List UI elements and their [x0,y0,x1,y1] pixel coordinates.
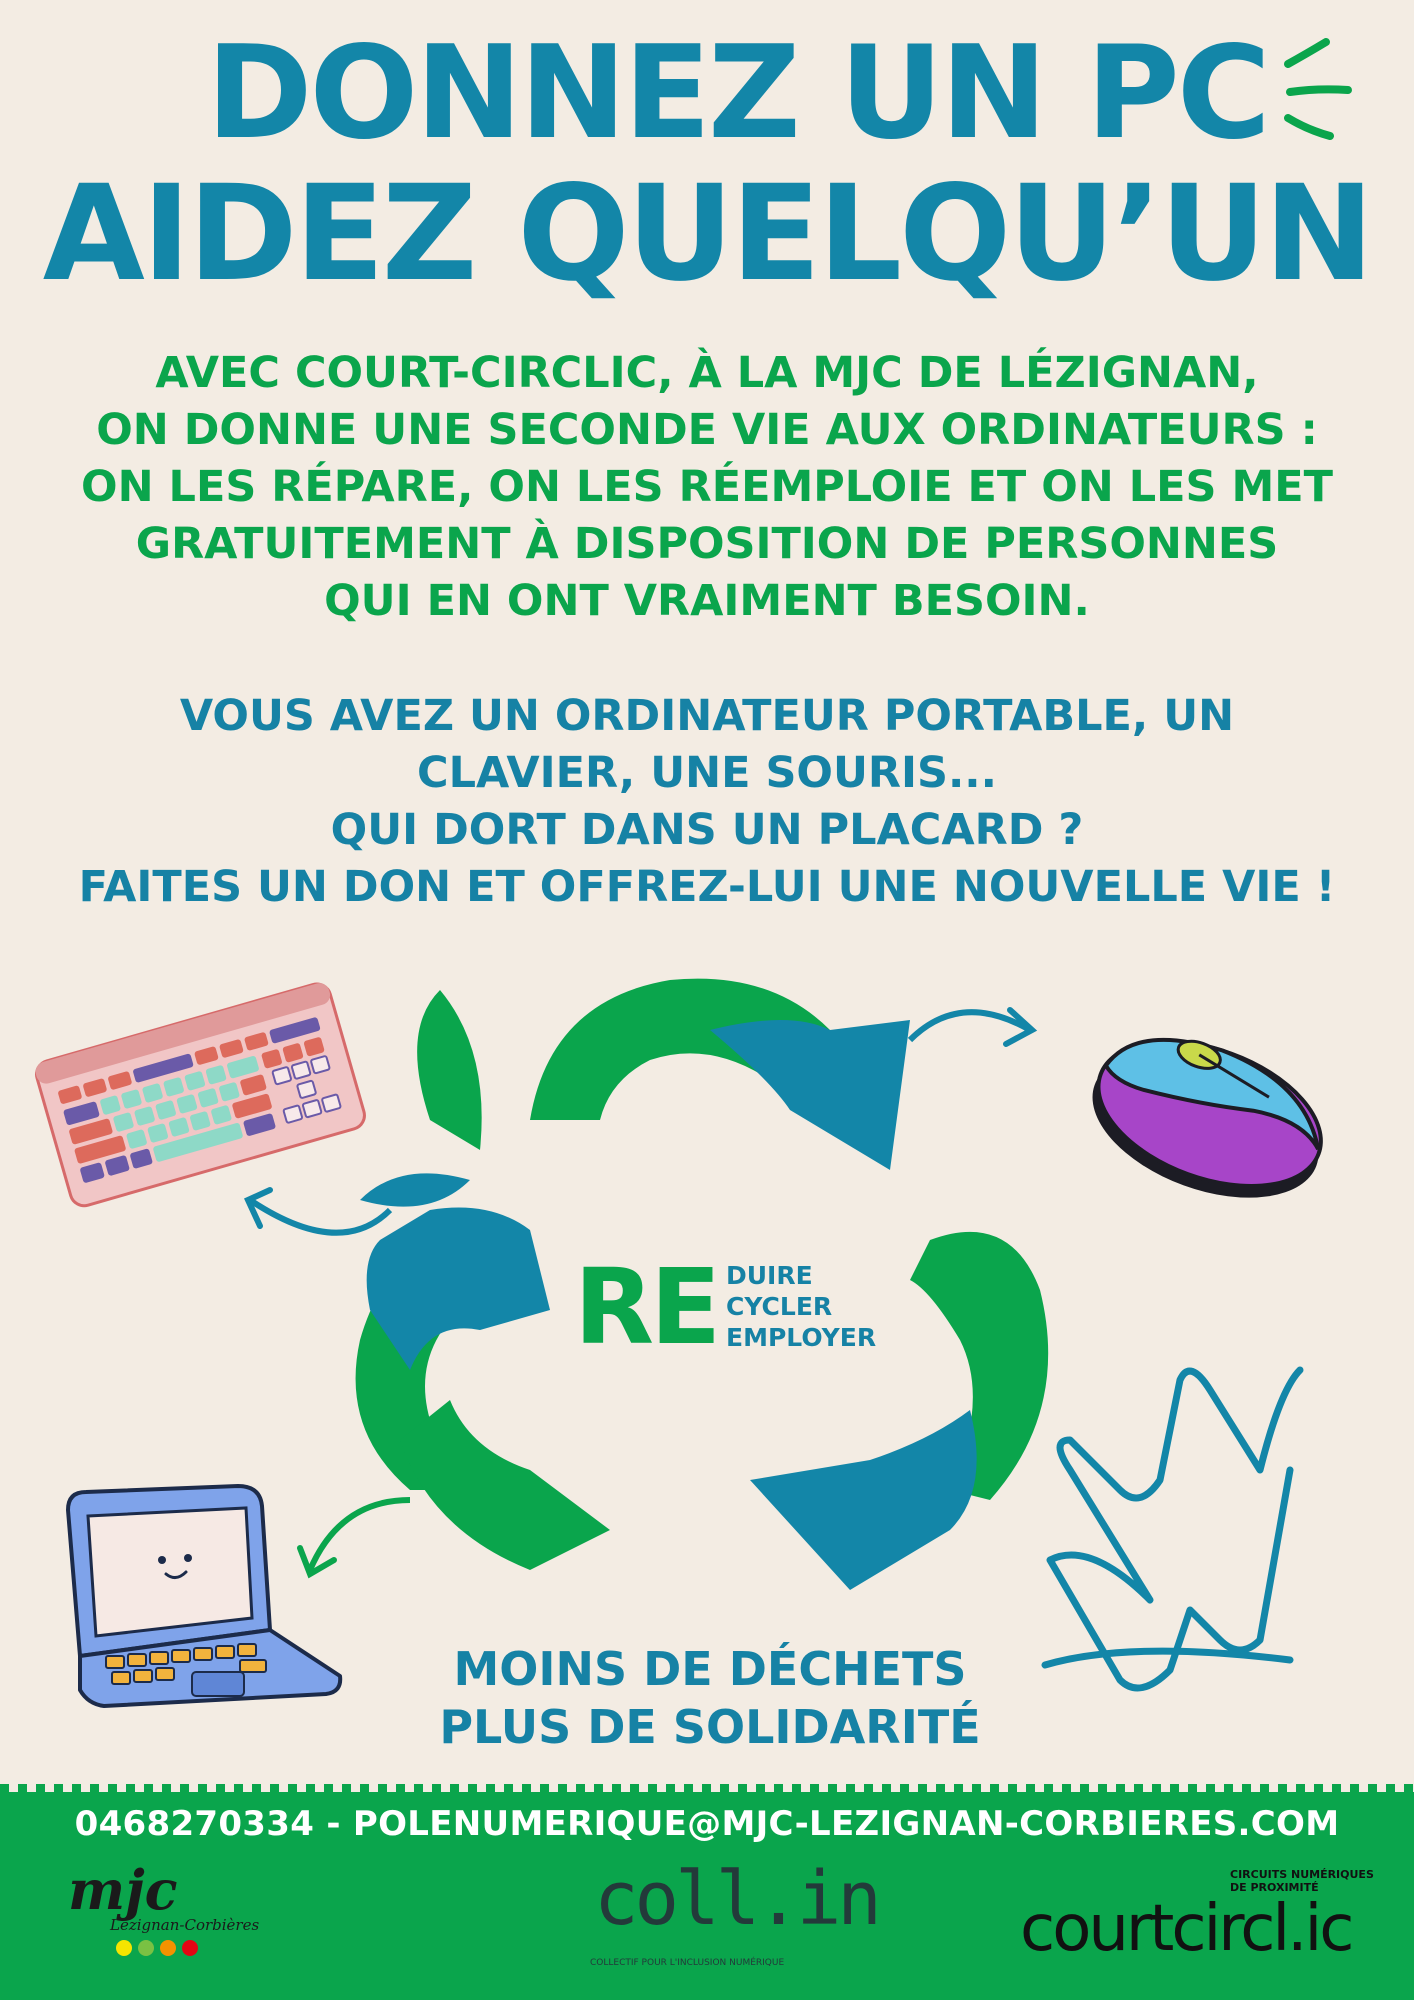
leaf-icon [360,1173,470,1206]
mjc-logo-dots [116,1940,198,1960]
call-line: QUI DORT DANS UN PLACARD ? [330,805,1084,855]
courtcirclic-tagline-line: DE PROXIMITÉ [1230,1881,1319,1894]
intro-line: AVEC COURT-CIRCLIC, À LA MJC DE LÉZIGNAN, [155,348,1259,398]
intro-line: ON LES RÉPARE, ON LES RÉEMPLOIE ET ON LES MET [81,462,1333,512]
tagline [380,1640,1040,1756]
footer-dotted-border [0,1784,1414,1794]
call-line: FAITES UN DON ET OFFREZ-LUI UNE NOUVELLE VIE ! [78,862,1336,912]
mjc-logo [60,1858,280,1968]
call-line: CLAVIER, UNE SOURIS... [417,748,997,798]
leaf-icon [417,990,482,1150]
intro-line: GRATUITEMENT À DISPOSITION DE PERSONNES [135,519,1279,569]
courtcirclic-logo [1010,1868,1380,1988]
contact-info: 0468270334 - POLENUMERIQUE@MJC-LEZIGNAN-CORBIERES.COM [74,1804,1340,1844]
arrow-icon [310,1500,410,1570]
arrow-icon [250,1200,390,1233]
arrow-icon [910,1012,1030,1040]
title-line-1: DONNEZ UN PC [206,19,1268,168]
intro-line: QUI EN ONT VRAIMENT BESOIN. [324,576,1090,626]
re-prefix: RE [574,1246,718,1368]
call-line: VOUS AVEZ UN ORDINATEUR PORTABLE, UN [179,691,1235,741]
collin-logo [580,1856,878,1982]
re-word-reduire: DUIRE [726,1261,813,1290]
courtcirclic-tagline [1230,1868,1374,1894]
re-word-reemployer: EMPLOYER [726,1323,877,1352]
courtcirclic-logo-text: courtcircl.ic [1020,1892,1352,1966]
re-word-recycler: CYCLER [726,1292,833,1321]
collin-logo-text: coll.in [594,1856,878,1942]
re-words [726,1260,876,1353]
tagline-line: PLUS DE SOLIDARITÉ [439,1700,981,1754]
mjc-logo-text: mjc [68,1858,178,1922]
collin-logo-subtitle: COLLECTIF POUR L'INCLUSION NUMÉRIQUE [590,1958,785,1968]
intro-line: ON DONNE UNE SECONDE VIE AUX ORDINATEURS : [96,405,1318,455]
courtcirclic-tagline-line: CIRCUITS NUMÉRIQUES [1230,1868,1374,1881]
mjc-logo-subtitle: Lézignan-Corbières [110,1916,260,1934]
call-paragraph [40,688,1374,916]
tagline-line: MOINS DE DÉCHETS [453,1642,967,1696]
title-line-2: AIDEZ QUELQU’UN [42,157,1372,311]
zigzag-icon [1030,1360,1330,1710]
footer [0,1792,1414,2000]
intro-paragraph [40,345,1374,630]
